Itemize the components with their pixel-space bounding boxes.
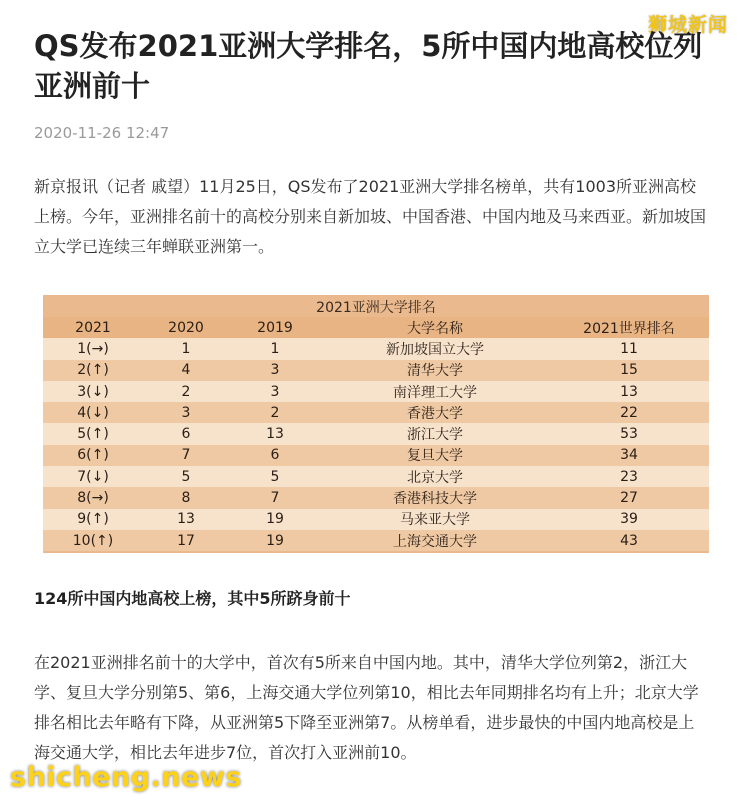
table-row: [43, 360, 709, 381]
watermark-logo-top: 狮城新闻: [647, 14, 728, 36]
rank-2020-cell: 8: [181, 490, 191, 507]
rank-2021-cell: 9(↑): [77, 511, 109, 528]
world-rank-cell: 39: [620, 511, 638, 528]
ranking-table: [43, 317, 709, 551]
rank-2021-cell: 8(→): [77, 490, 109, 507]
university-name-cell: 复旦大学: [407, 448, 463, 465]
rank-2021-cell: 2(↑): [77, 362, 109, 379]
rank-2021-cell: 1(→): [77, 340, 109, 357]
rank-2020-cell: 13: [177, 511, 195, 528]
rank-2019-cell: 2: [270, 404, 280, 421]
table-row: [43, 445, 709, 466]
article-title: QS发布2021亚洲大学排名，5所中国内地高校位列亚洲前十: [34, 29, 703, 103]
rank-2019-cell: 7: [270, 490, 280, 507]
table-row: [43, 338, 709, 359]
world-rank-cell: 53: [620, 426, 638, 443]
university-name-cell: 马来亚大学: [400, 512, 470, 529]
world-rank-cell: 11: [620, 340, 638, 357]
table-row: [43, 402, 709, 423]
table-row: [43, 423, 709, 444]
world-rank-cell: 34: [620, 447, 638, 464]
rank-2020-cell: 5: [181, 468, 191, 485]
rank-2020-cell: 1: [181, 340, 191, 357]
rank-2020-cell: 2: [181, 383, 191, 400]
rank-2019-cell: 3: [270, 362, 280, 379]
rank-2021-cell: 3(↓): [77, 383, 109, 400]
table-row: [43, 509, 709, 530]
world-rank-cell: 43: [620, 532, 638, 549]
university-name-cell: 香港科技大学: [393, 491, 477, 508]
column-header: 2020: [168, 319, 204, 336]
column-header: 2019: [257, 319, 293, 336]
ranking-table-image: [43, 295, 709, 553]
column-header: 大学名称: [407, 320, 463, 337]
article-body-paragraph: 在2021亚洲排名前十的大学中，首次有5所来自中国内地。其中，清华大学位列第2，浙江大学、复旦大学分别第5、第6，上海交通大学位列第10，相比去年同期排名均有上升；北京大学排名相比去年略有下降，从亚洲第5下降至亚洲第7。从榜单看，进步最快的中国内地高校是上海交通大学，相比去年进步7位，首次打入亚洲前10。: [34, 653, 699, 762]
column-header: 2021: [75, 319, 111, 336]
rank-2020-cell: 7: [181, 447, 191, 464]
rank-2021-cell: 6(↑): [77, 447, 109, 464]
ranking-table-title: 2021亚洲大学排名: [316, 300, 436, 316]
rank-2021-cell: 5(↑): [77, 426, 109, 443]
world-rank-cell: 15: [620, 362, 638, 379]
rank-2019-cell: 19: [266, 511, 284, 528]
rank-2021-cell: 4(↓): [77, 404, 109, 421]
rank-2019-cell: 6: [270, 447, 280, 464]
rank-2020-cell: 17: [177, 532, 195, 549]
rank-2019-cell: 13: [266, 426, 284, 443]
rank-2020-cell: 4: [181, 362, 191, 379]
column-header: 2021世界排名: [583, 320, 675, 337]
world-rank-cell: 13: [620, 383, 638, 400]
rank-2019-cell: 1: [270, 340, 280, 357]
rank-2019-cell: 3: [270, 383, 280, 400]
table-row: [43, 466, 709, 487]
table-header-row: [43, 317, 709, 338]
watermark-logo-bottom: shicheng.news: [10, 762, 242, 793]
rank-2020-cell: 6: [181, 426, 191, 443]
university-name-cell: 南洋理工大学: [393, 384, 477, 401]
rank-2019-cell: 19: [266, 532, 284, 549]
world-rank-cell: 22: [620, 404, 638, 421]
university-name-cell: 北京大学: [407, 469, 463, 486]
rank-2021-cell: 7(↓): [77, 468, 109, 485]
university-name-cell: 浙江大学: [407, 427, 463, 444]
table-row: [43, 530, 709, 551]
university-name-cell: 香港大学: [407, 405, 463, 422]
university-name-cell: 新加坡国立大学: [386, 341, 484, 358]
world-rank-cell: 23: [620, 468, 638, 485]
rank-2021-cell: 10(↑): [72, 532, 114, 549]
university-name-cell: 上海交通大学: [393, 533, 477, 550]
table-row: [43, 381, 709, 402]
university-name-cell: 清华大学: [407, 363, 463, 380]
rank-2019-cell: 5: [270, 468, 280, 485]
article-date: 2020-11-26 12:47: [34, 124, 170, 142]
table-row: [43, 487, 709, 508]
rank-2020-cell: 3: [181, 404, 191, 421]
world-rank-cell: 27: [620, 490, 638, 507]
article-intro-paragraph: 新京报讯（记者 戚望）11月25日，QS发布了2021亚洲大学排名榜单，共有1003所亚洲高校上榜。今年，亚洲排名前十的高校分别来自新加坡、中国香港、中国内地及马来西亚。新加坡国立大学已连续三年蝉联亚洲第一。: [34, 177, 707, 256]
section-subheading: 124所中国内地高校上榜，其中5所跻身前十: [34, 589, 351, 608]
